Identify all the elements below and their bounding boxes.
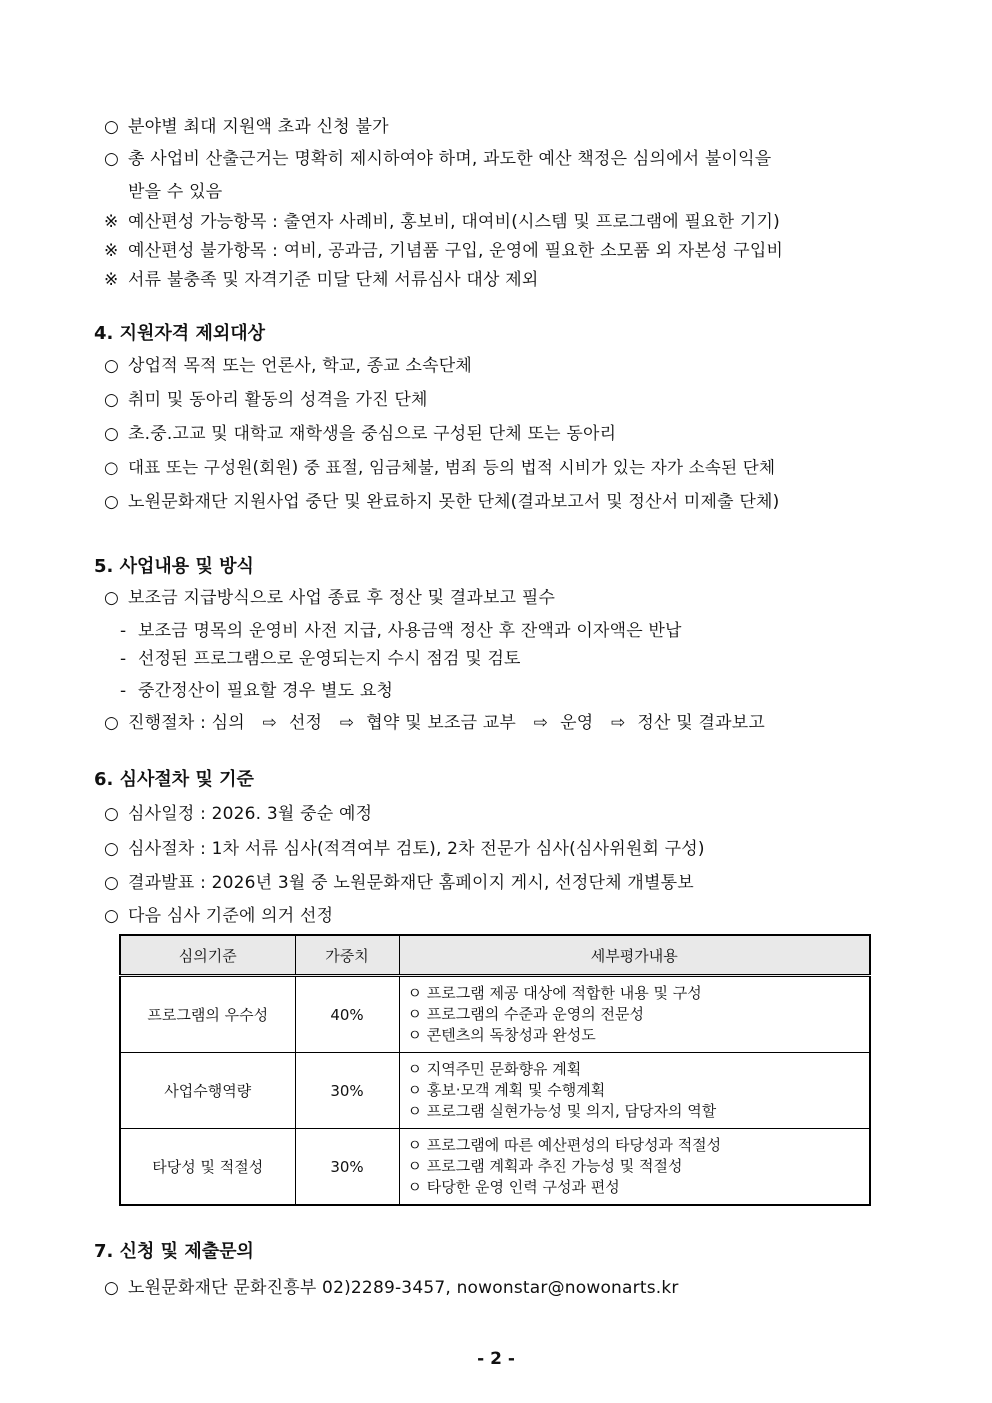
process-step-0: 심의 <box>211 713 245 733</box>
detail-item: ㅇ 프로그램의 수준과 운영의 전문성 <box>407 1005 644 1023</box>
s3-item-4: ※ 예산편성 불가항목 : 여비, 공과금, 기념품 구입, 운영에 필요한 소모품 외 자본성 구입비 <box>104 241 784 261</box>
section-7-heading: 7. 신청 및 제출문의 <box>94 1241 254 1262</box>
s5-sub-2: - 중간정산이 필요할 경우 별도 요청 <box>120 681 394 701</box>
section-4-heading: 4. 지원자격 제외대상 <box>94 323 265 344</box>
s4-item-1: ○ 취미 및 동아리 활동의 성격을 가진 단체 <box>104 390 428 410</box>
s3-item-5: ※ 서류 불충족 및 자격기준 미달 단체 서류심사 대상 제외 <box>104 270 539 290</box>
s6-item-3: ○ 다음 심사 기준에 의거 선정 <box>104 906 334 926</box>
detail-item: ㅇ 프로그램 계획과 추진 가능성 및 적절성 <box>407 1157 683 1175</box>
page-number: - 2 - <box>477 1349 515 1369</box>
section-5-heading: 5. 사업내용 및 방식 <box>94 556 254 577</box>
weight-cell: 30% <box>295 1053 399 1129</box>
s5-main: ○ 보조금 지급방식으로 사업 종료 후 정산 및 결과보고 필수 <box>104 588 556 608</box>
s3-item-1: ○ 총 사업비 산출근거는 명확히 제시하여야 하며, 과도한 예산 책정은 심의에서 불이익을 <box>104 149 772 169</box>
detail-cell <box>399 1053 870 1129</box>
s5-process: ○ 진행절차 : 심의 ⇨ 선정 ⇨ 협약 및 보조금 교부 ⇨ 운영 ⇨ 정산 및 결과보고 <box>104 713 765 733</box>
arrow-icon: ⇨ <box>339 713 355 733</box>
detail-item: ㅇ 지역주민 문화향유 계획 <box>407 1060 582 1078</box>
table-header: 가중치 <box>295 935 399 976</box>
s4-item-3: ○ 대표 또는 구성원(회원) 중 표절, 임금체불, 범죄 등의 법적 시비가 있는 자가 소속된 단체 <box>104 458 776 477</box>
s6-item-1: ○ 심사절차 : 1차 서류 심사(적격여부 검토), 2차 전문가 심사(심사위원회 구성) <box>104 839 705 859</box>
process-step-1: 선정 <box>288 713 323 733</box>
process-step-2: 협약 및 보조금 교부 <box>366 713 517 733</box>
process-step-3: 운영 <box>560 713 594 733</box>
s5-sub-0: - 보조금 명목의 운영비 사전 지급, 사용금액 정산 후 잔액과 이자액은 반납 <box>120 621 682 641</box>
table-header-row <box>120 935 870 976</box>
detail-item: ㅇ 프로그램 실현가능성 및 의지, 담당자의 역할 <box>407 1102 717 1120</box>
arrow-icon: ⇨ <box>610 713 626 733</box>
weight-cell: 40% <box>295 976 399 1053</box>
s6-item-0: ○ 심사일정 : 2026. 3월 중순 예정 <box>104 804 373 824</box>
table-row <box>120 1053 870 1129</box>
detail-item: ㅇ 프로그램 제공 대상에 적합한 내용 및 구성 <box>407 984 702 1002</box>
s4-item-0: ○ 상업적 목적 또는 언론사, 학교, 종교 소속단체 <box>104 356 473 376</box>
evaluation-criteria-table <box>119 934 871 1206</box>
table-row <box>120 1129 870 1206</box>
s3-item-0: ○ 분야별 최대 지원액 초과 신청 불가 <box>104 117 389 137</box>
table-row <box>120 976 870 1053</box>
table-header: 세부평가내용 <box>399 935 870 976</box>
detail-item: ㅇ 홍보·모객 계획 및 수행계획 <box>407 1081 606 1099</box>
detail-item: ㅇ 프로그램에 따른 예산편성의 타당성과 적절성 <box>407 1136 722 1154</box>
detail-item: ㅇ 콘텐츠의 독창성과 완성도 <box>407 1026 596 1044</box>
s3-item-2: 받을 수 있음 <box>128 182 223 202</box>
s5-sub-1: - 선정된 프로그램으로 운영되는지 수시 점검 및 검토 <box>120 649 521 669</box>
arrow-icon: ⇨ <box>262 713 277 733</box>
table-header: 심의기준 <box>120 935 295 976</box>
section-6-heading: 6. 심사절차 및 기준 <box>94 769 254 790</box>
arrow-icon: ⇨ <box>533 713 549 733</box>
criterion-cell: 프로그램의 우수성 <box>120 976 295 1053</box>
s6-item-2: ○ 결과발표 : 2026년 3월 중 노원문화재단 홈페이지 게시, 선정단체 개별통보 <box>104 873 694 893</box>
criterion-cell: 타당성 및 적절성 <box>120 1129 295 1206</box>
criterion-cell: 사업수행역량 <box>120 1053 295 1129</box>
detail-item: ㅇ 타당한 운영 인력 구성과 편성 <box>407 1178 620 1196</box>
s3-item-3: ※ 예산편성 가능항목 : 출연자 사례비, 홍보비, 대여비(시스템 및 프로그램에 필요한 기기) <box>104 212 780 232</box>
s4-item-4: ○ 노원문화재단 지원사업 중단 및 완료하지 못한 단체(결과보고서 및 정산서 미제출 단체) <box>104 492 780 512</box>
detail-cell <box>399 1129 870 1206</box>
process-step-4: 정산 및 결과보고 <box>637 713 765 733</box>
detail-cell <box>399 976 870 1053</box>
weight-cell: 30% <box>295 1129 399 1206</box>
s7-contact: ○ 노원문화재단 문화진흥부 02)2289-3457, nowonstar@nowonarts.kr <box>104 1278 679 1298</box>
s4-item-2: ○ 초.중.고교 및 대학교 재학생을 중심으로 구성된 단체 또는 동아리 <box>104 424 617 444</box>
